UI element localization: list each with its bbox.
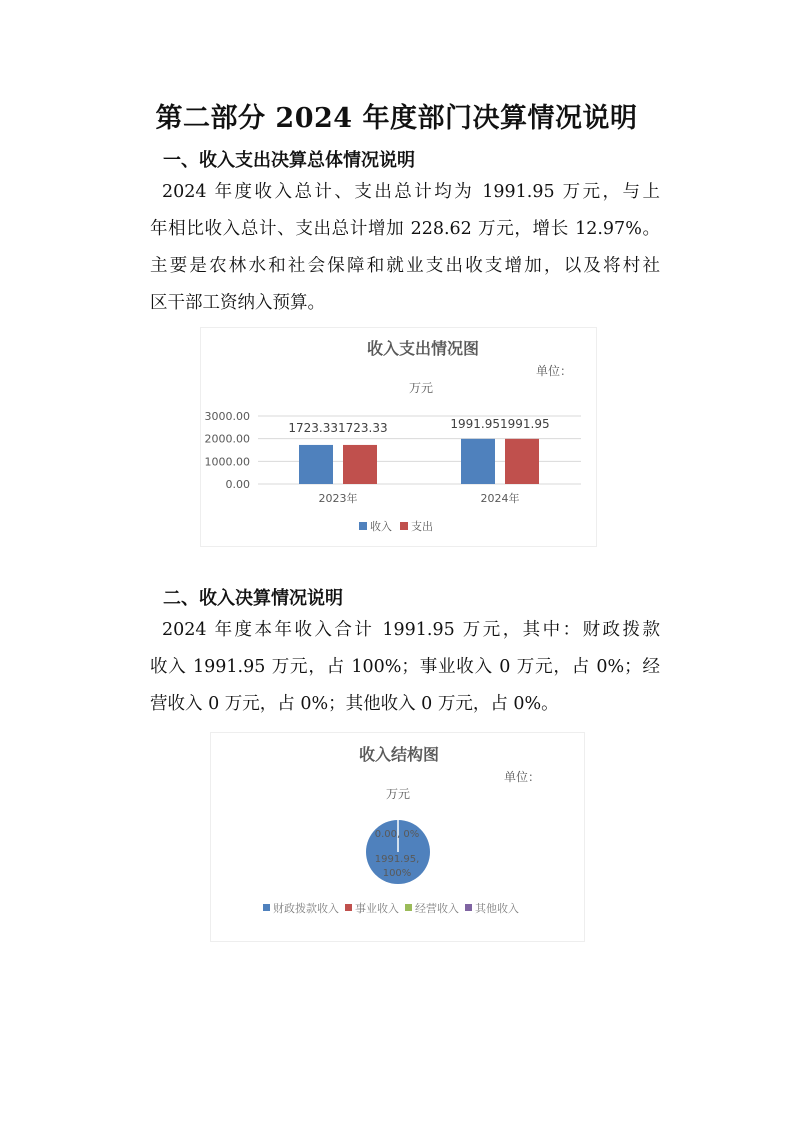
data-label: 1723.331723.33 [288,421,388,435]
income-structure-pie-chart [210,732,585,942]
pie-chart-svg [211,733,584,941]
legend-swatch-expense [400,522,408,530]
legend-swatch-income [359,522,367,530]
data-label: 100% [382,868,412,879]
paragraph-income-expense [150,174,660,322]
legend-label: 支出 [411,520,433,533]
legend-swatch [263,904,270,911]
x-tick-label: 2023年 [318,492,358,505]
chart-title: 收入支出情况图 [366,339,480,358]
bar-income [299,445,333,484]
paragraph-income [150,612,660,723]
unit-label-value: 万元 [385,787,411,801]
income-expense-bar-chart [200,327,597,547]
chart-title: 收入结构图 [358,745,440,764]
y-tick-label: 0.00 [225,478,250,491]
unit-label-value: 万元 [408,381,434,395]
section-heading-income: 二、收入决算情况说明 [163,588,343,609]
unit-label: 单位： [536,364,573,378]
data-label: 1991.95, [374,854,420,865]
x-tick-label: 2024年 [480,492,520,505]
legend-swatch [465,904,472,911]
bar-expense [505,439,539,484]
page-title: 第二部分 2024 年度部门决算情况说明 [155,103,638,134]
y-tick-label: 2000.00 [204,432,250,446]
paragraph-line: 2024 年度收入总计、支出总计均为 1991.95 万元，与上 [162,182,660,202]
paragraph-line: 主要是农林水和社会保障和就业支出收支增加，以及将村社 [150,256,660,276]
y-tick-label: 3000.00 [204,410,250,423]
legend-label: 其他收入 [475,902,519,915]
legend-swatch [405,904,412,911]
data-label: 0.00, 0% [374,829,420,840]
y-tick-label: 1000.00 [204,455,250,469]
legend-label: 经营收入 [415,902,459,915]
paragraph-line: 区干部工资纳入预算。 [150,293,325,313]
bar-income [461,439,495,484]
paragraph-line: 营收入 0 万元，占 0%；其他收入 0 万元，占 0%。 [150,694,559,714]
unit-label: 单位： [504,770,541,784]
legend-swatch [345,904,352,911]
paragraph-line: 2024 年度本年收入合计 1991.95 万元，其中：财政拨款 [162,620,660,640]
paragraph-line: 收入 1991.95 万元，占 100%；事业收入 0 万元，占 0%；经 [150,657,660,677]
bar-expense [343,445,377,484]
data-label: 1991.951991.95 [450,417,550,431]
legend-label: 收入 [370,520,392,533]
bar-chart-svg [201,328,596,546]
paragraph-line: 年相比收入总计、支出总计增加 228.62 万元，增长 12.97%。 [150,219,660,239]
legend-label: 事业收入 [355,902,399,915]
legend-label: 财政拨款收入 [273,902,339,915]
section-heading-income-expense: 一、收入支出决算总体情况说明 [163,150,415,171]
